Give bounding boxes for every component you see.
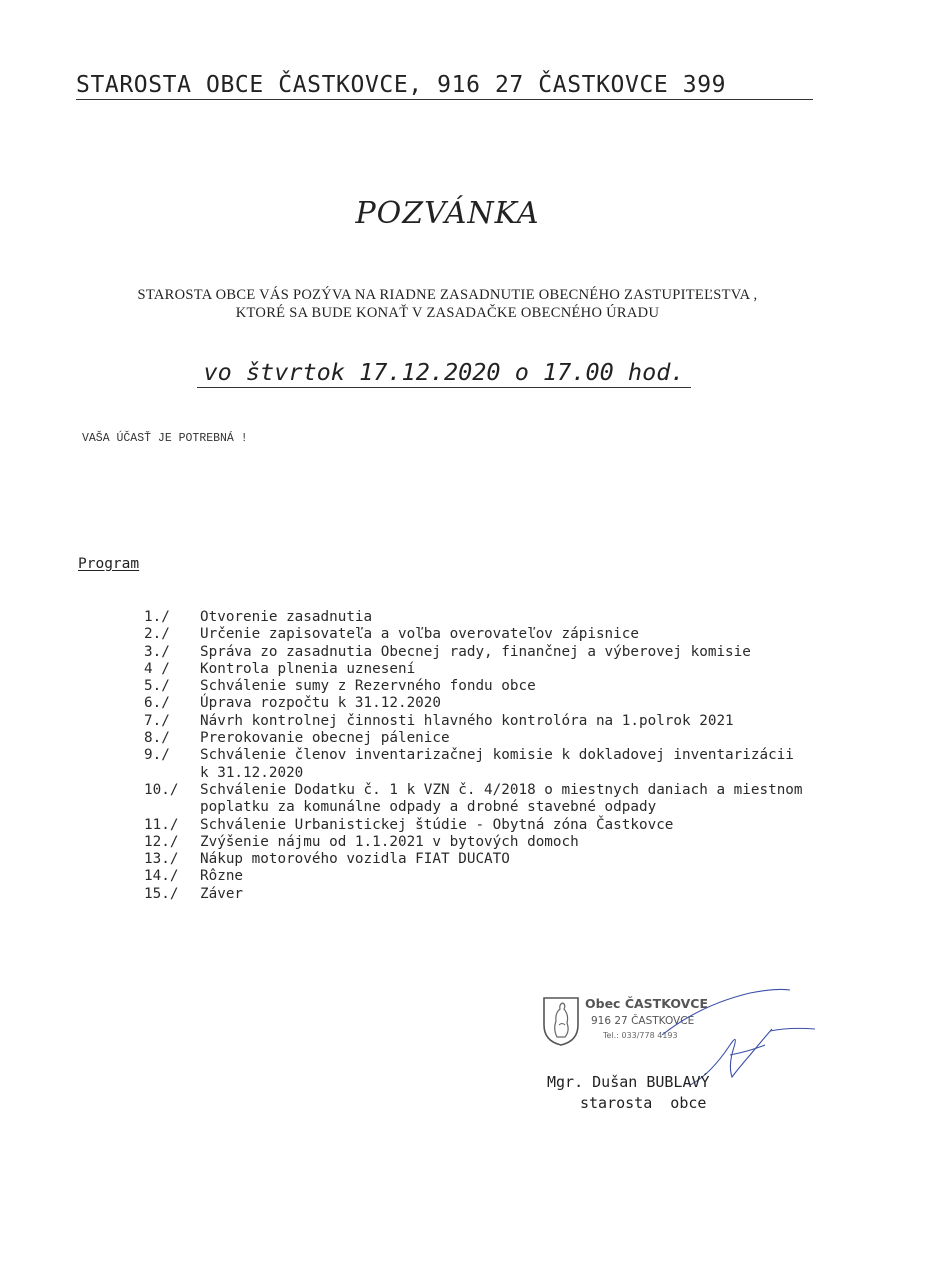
agenda-item-number: 6./: [144, 695, 170, 712]
agenda-item: [100, 851, 860, 868]
signer-role: starosta obce: [580, 1094, 707, 1112]
agenda-item: [100, 868, 860, 885]
invitation-line-2: KTORÉ SA BUDE KONAŤ V ZASADAČKE OBECNÉHO ÚRADU: [235, 305, 660, 321]
attendance-note: VAŠA ÚČASŤ JE POTREBNÁ !: [82, 432, 248, 445]
agenda-item: [100, 713, 860, 730]
agenda-item: [100, 695, 860, 712]
agenda-item: [100, 661, 860, 678]
agenda-item: [100, 644, 860, 661]
meeting-date: vo štvrtok 17.12.2020 o 17.00 hod.: [197, 358, 691, 388]
stamp-phone: Tel.: 033/778 4193: [603, 1031, 678, 1040]
agenda-item-text: Záver: [200, 885, 244, 902]
agenda-item-number: 15./: [144, 885, 179, 902]
agenda-item-number: 7./: [144, 712, 170, 729]
agenda-item-text: Nákup motorového vozidla FIAT DUCATO: [200, 851, 510, 868]
stamp-title: Obec ČASTKOVCE: [585, 996, 708, 1011]
agenda-item-number: 14./: [144, 868, 179, 885]
agenda-item: [100, 782, 860, 817]
agenda-item-text: Schválenie členov inventarizačnej komisie k dokladovej inventarizácii k 31.12.2020: [200, 747, 794, 781]
agenda-item-number: 2./: [144, 626, 170, 643]
document-header: STAROSTA OBCE ČASTKOVCE, 916 27 ČASTKOVCE 399: [76, 72, 813, 100]
agenda-item: [100, 730, 860, 747]
agenda-item-text: Schválenie Urbanistickej štúdie - Obytná zóna Častkovce: [200, 816, 674, 833]
invitation-line-1: STAROSTA OBCE VÁS POZÝVA NA RIADNE ZASADNUTIE OBECNÉHO ZASTUPITEĽSTVA ,: [137, 287, 758, 303]
document-title: POZVÁNKA: [355, 196, 540, 231]
agenda-item: [100, 609, 860, 626]
agenda-item-text: Schválenie Dodatku č. 1 k VZN č. 4/2018 o miestnych daniach a miestnom poplatku za komunálne odpady a drobné stavebné odpady: [200, 781, 803, 816]
stamp-address: 916 27 ČASTKOVCE: [591, 1015, 695, 1027]
agenda-item-number: 13./: [144, 851, 179, 868]
signer-name: Mgr. Dušan BUBLAVÝ: [547, 1073, 710, 1091]
agenda-item-text: Schválenie sumy z Rezervného fondu obce: [200, 678, 536, 695]
agenda-item: [100, 678, 860, 695]
agenda-item-text: Úprava rozpočtu k 31.12.2020: [200, 695, 442, 712]
agenda-list: [100, 609, 860, 903]
agenda-item-text: Prerokovanie obecnej pálenice: [200, 730, 450, 747]
agenda-item-number: 4 /: [144, 660, 170, 677]
agenda-item-text: Správa zo zasadnutia Obecnej rady, finančnej a výberovej komisie: [200, 643, 751, 660]
agenda-item-number: 5./: [144, 678, 170, 695]
agenda-item-text: Určenie zapisovateľa a voľba overovateľov zápisnice: [200, 626, 639, 643]
agenda-item-number: 11./: [144, 816, 179, 833]
agenda-item-text: Otvorenie zasadnutia: [200, 609, 373, 625]
agenda-item-text: Kontrola plnenia uznesení: [200, 660, 416, 677]
agenda-item-text: Návrh kontrolnej činnosti hlavného kontrolóra na 1.polrok 2021: [200, 712, 734, 729]
agenda-item: [100, 817, 860, 834]
agenda-item: [100, 747, 860, 782]
agenda-item-number: 12./: [144, 833, 179, 850]
agenda-item-number: 10./: [144, 781, 179, 798]
program-heading: Program: [78, 556, 140, 572]
coat-of-arms-icon: [541, 995, 581, 1047]
agenda-item: [100, 834, 860, 851]
agenda-item-number: 8./: [144, 730, 170, 747]
agenda-item-text: Zvýšenie nájmu od 1.1.2021 v bytových domoch: [200, 833, 579, 850]
agenda-item-number: 3./: [144, 643, 170, 660]
agenda-item-number: 9./: [144, 747, 170, 764]
invitation-text: [0, 286, 895, 322]
agenda-item: [100, 886, 860, 903]
agenda-item: [100, 626, 860, 643]
agenda-item-number: 1./: [144, 609, 170, 625]
agenda-item-text: Rôzne: [200, 868, 244, 885]
